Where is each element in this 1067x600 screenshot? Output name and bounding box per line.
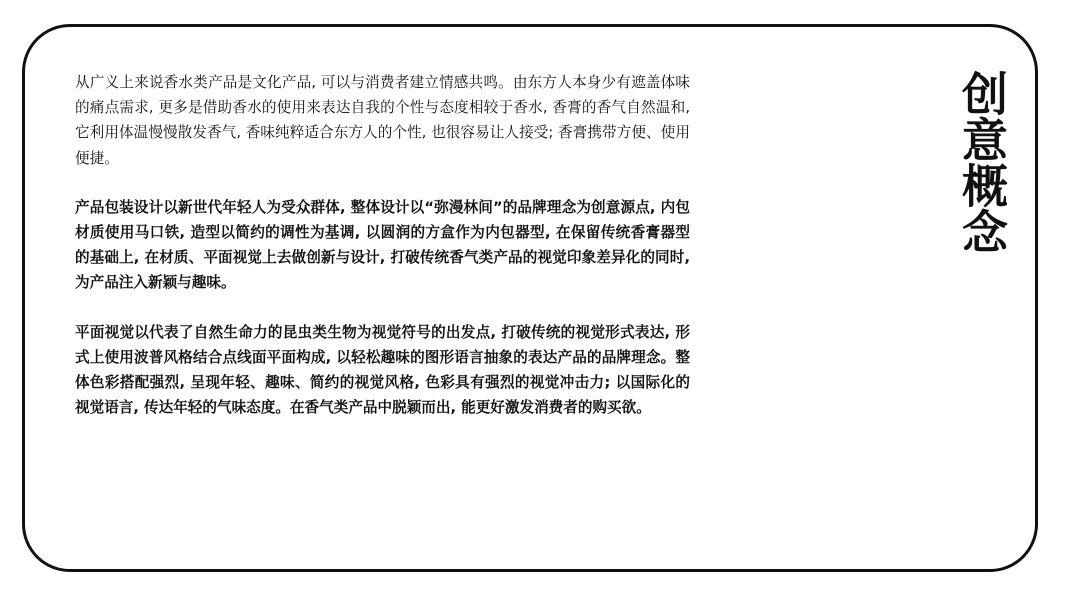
page-title: 创意概念 bbox=[955, 70, 1009, 254]
paragraph-intro: 从广义上来说香水类产品是文化产品, 可以与消费者建立情感共鸣。由东方人本身少有遮盖体味的痛点需求, 更多是借助香水的使用来表达自我的个性与态度相较于香水, 香膏的香气自然温和, 它利用体温慢慢散发香气, 香味纯粹适合东方人的个性, 也很容易让人接受; 香膏携带方便、使用便捷。 bbox=[75, 74, 690, 167]
paragraph-packaging: 产品包装设计以新世代年轻人为受众群体, 整体设计以“弥漫林间”的品牌理念为创意源点, 内包材质使用马口铁, 造型以简约的调性为基调, 以圆润的方盒作为内包器型, 在保留传统香膏器型的基础上, 在材质、平面视觉上去做创新与设计, 打破传统香气类产品的视觉印象差异化的同时, 为产品注入新颖与趣味。 bbox=[75, 198, 690, 292]
paragraph-visual: 平面视觉以代表了自然生命力的昆虫类生物为视觉符号的出发点, 打破传统的视觉形式表达, 形式上使用波普风格结合点线面平面构成, 以轻松趣味的图形语言抽象的表达产品的品牌理念。整体色彩搭配强烈, 呈现年轻、趣味、简约的视觉风格, 色彩具有强烈的视觉冲击力; 以国际化的视觉语言, 传达年轻的气味态度。在香气类产品中脱颖而出, 能更好激发消费者的购买欲。 bbox=[75, 323, 690, 417]
body-text bbox=[75, 70, 690, 420]
